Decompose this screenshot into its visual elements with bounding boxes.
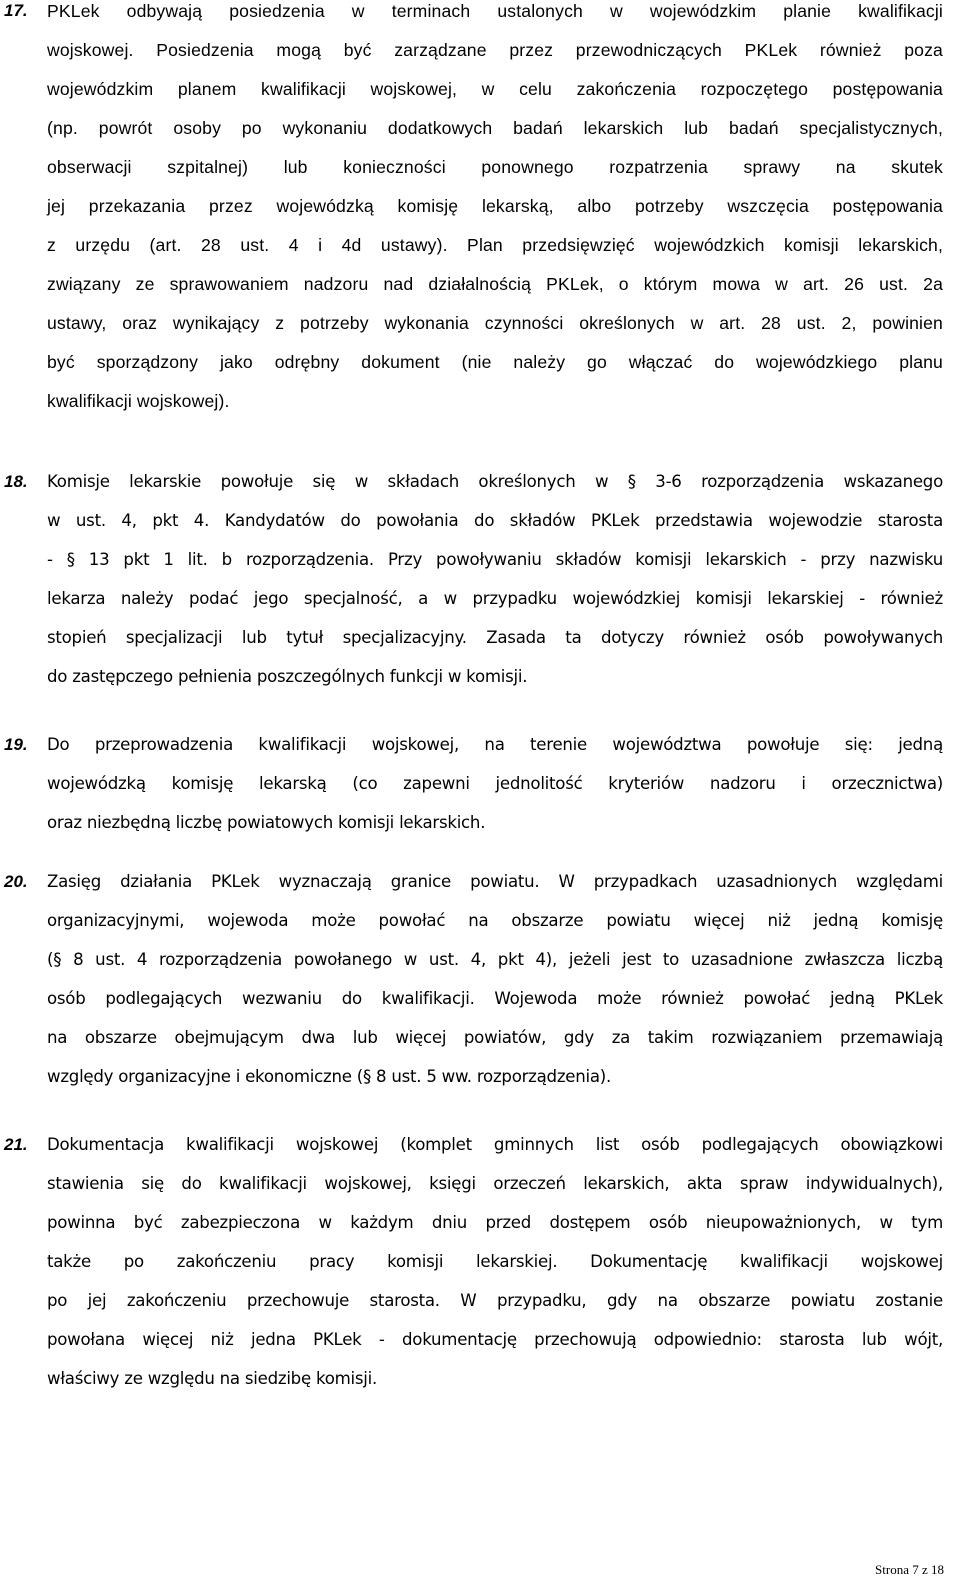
text-line: powinna być zabezpieczona w każdym dniu przed dostępem osób nieupoważnionych, w tym [47,1213,943,1232]
text-line: do zastępczego pełnienia poszczególnych funkcji w komisji. [47,667,528,686]
text-line: właściwy ze względu na siedzibę komisji. [47,1369,378,1388]
text-line: - § 13 pkt 1 lit. b rozporządzenia. Przy powoływaniu składów komisji lekarskich - przy nazwisku [47,550,943,569]
text-line: organizacyjnymi, wojewoda może powołać na obszarze powiatu więcej niż jedną komisję [47,911,943,930]
paragraph-number: 19. [4,735,28,754]
text-line: wojskowej. Posiedzenia mogą być zarządzane przez przewodniczących PKLek również poza [47,40,943,60]
text-line: na obszarze obejmującym dwa lub więcej powiatów, gdy za takim rozwiązaniem przemawiają [47,1028,943,1047]
text-line: (§ 8 ust. 4 rozporządzenia powołanego w ust. 4, pkt 4), jeżeli jest to uzasadnione zwłaszcza liczbą [47,950,943,969]
text-line: być sporządzony jako odrębny dokument (nie należy go włączać do wojewódzkiego planu [47,352,943,372]
text-line: osób podlegających wezwaniu do kwalifikacji. Wojewoda może również powołać jedną PKLek [47,989,943,1008]
text-line: w ust. 4, pkt 4. Kandydatów do powołania do składów PKLek przedstawia wojewodzie starosta [47,511,943,530]
text-line: wojewódzkim planem kwalifikacji wojskowej, w celu zakończenia rozpoczętego postępowania [47,79,943,99]
text-line: Dokumentacja kwalifikacji wojskowej (komplet gminnych list osób podlegających obowiązkowi [47,1135,943,1154]
text-line: związany ze sprawowaniem nadzoru nad działalnością PKLek, o którym mowa w art. 26 ust. 2a [47,274,943,294]
text-line: (np. powrót osoby po wykonaniu dodatkowych badań lekarskich lub badań specjalistycznych, [47,118,943,138]
paragraph-number: 18. [4,472,28,491]
text-line: wojewódzką komisję lekarską (co zapewni jednolitość kryteriów nadzoru i orzecznictwa) [47,774,943,793]
text-line: kwalifikacji wojskowej). [47,391,230,411]
paragraph-number: 21. [4,1135,28,1154]
text-line: także po zakończeniu pracy komisji lekarskiej. Dokumentację kwalifikacji wojskowej [47,1252,943,1271]
text-line: Komisje lekarskie powołuje się w składach określonych w § 3-6 rozporządzenia wskazanego [47,472,943,491]
text-line: z urzędu (art. 28 ust. 4 i 4d ustawy). Plan przedsięwzięć wojewódzkich komisji lekarskich, [47,235,943,255]
text-line: oraz niezbędną liczbę powiatowych komisji lekarskich. [47,813,486,832]
text-line: lekarza należy podać jego specjalność, a w przypadku wojewódzkiej komisji lekarskiej - również [47,589,943,608]
text-line: Do przeprowadzenia kwalifikacji wojskowej, na terenie województwa powołuje się: jedną [47,735,943,754]
text-line: powołana więcej niż jedna PKLek - dokumentację przechowują odpowiednio: starosta lub wójt, [47,1330,943,1349]
text-line: ustawy, oraz wynikający z potrzeby wykonania czynności określonych w art. 28 ust. 2, powinien [47,313,943,333]
text-line: Zasięg działania PKLek wyznaczają granice powiatu. W przypadkach uzasadnionych względami [47,872,943,891]
text-line: jej przekazania przez wojewódzką komisję lekarską, albo potrzeby wszczęcia postępowania [47,196,943,216]
paragraph-number: 20. [4,872,28,891]
text-line: obserwacji szpitalnej) lub konieczności ponownego rozpatrzenia sprawy na skutek [47,157,943,177]
page-number: Strona 7 z 18 [875,1562,944,1577]
text-line: względy organizacyjne i ekonomiczne (§ 8 ust. 5 ww. rozporządzenia). [47,1067,612,1086]
paragraph-number: 17. [4,1,28,20]
text-line: po jej zakończeniu przechowuje starosta. W przypadku, gdy na obszarze powiatu zostanie [47,1291,943,1310]
text-line: stawienia się do kwalifikacji wojskowej, księgi orzeczeń lekarskich, akta spraw indywidualnych), [47,1174,943,1193]
text-line: PKLek odbywają posiedzenia w terminach ustalonych w wojewódzkim planie kwalifikacji [47,1,943,21]
text-line: stopień specjalizacji lub tytuł specjalizacyjny. Zasada ta dotyczy również osób powoływanych [47,628,943,647]
